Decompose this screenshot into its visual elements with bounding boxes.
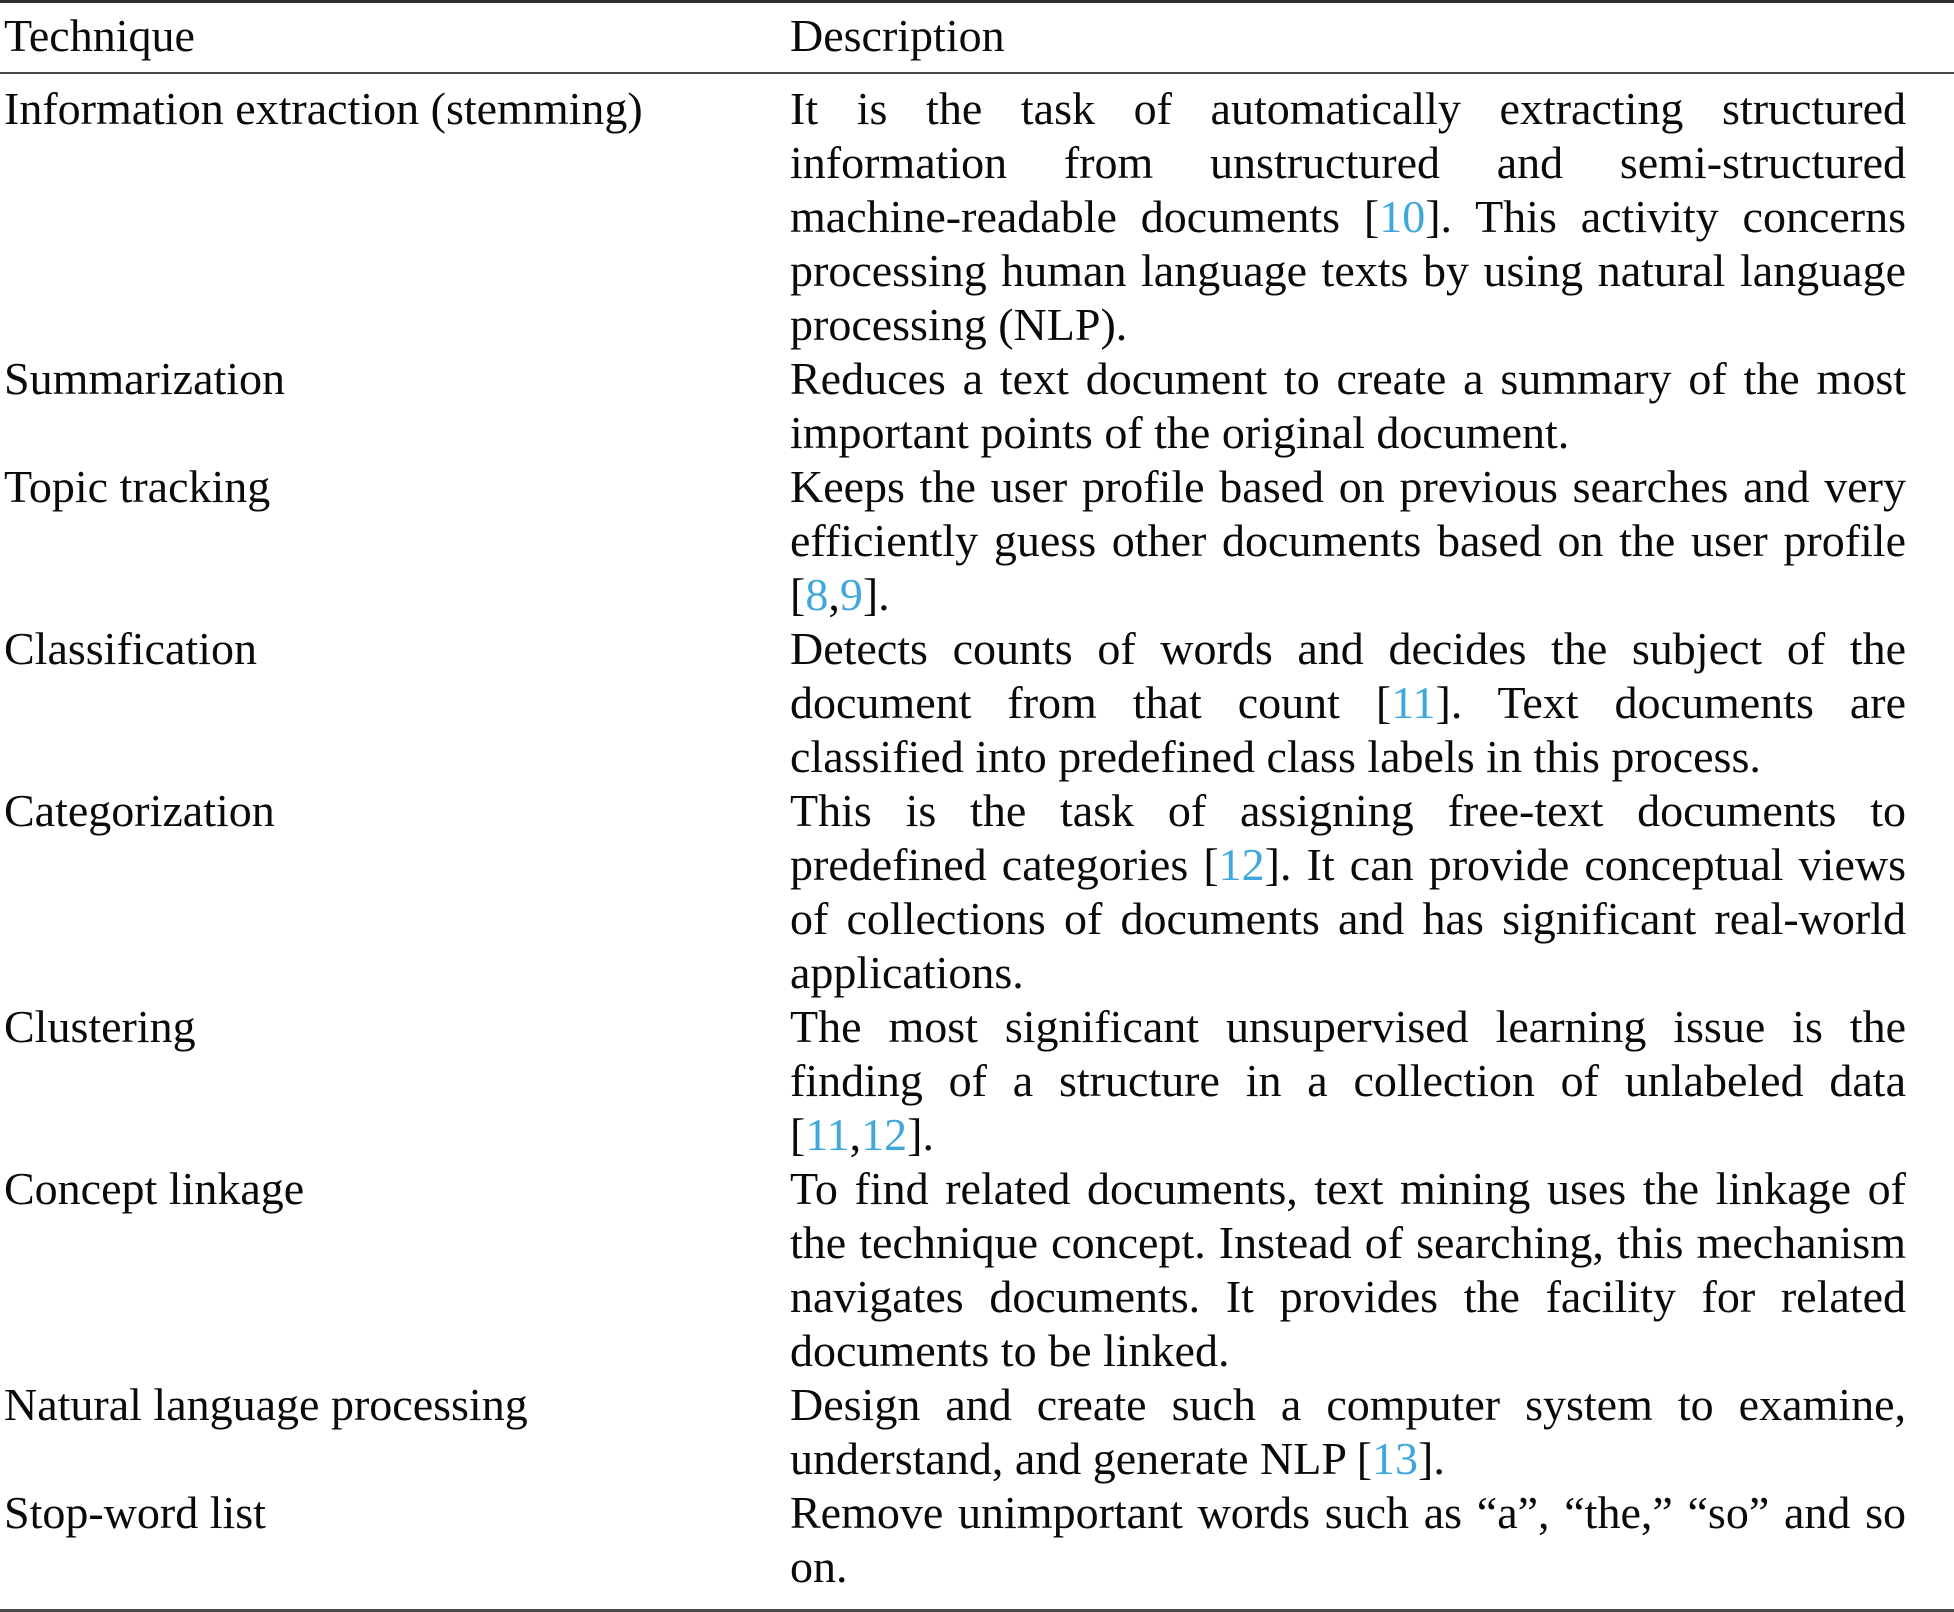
description-text: ]. <box>907 1109 934 1160</box>
description-text: ]. It can provide conceptual views of collections of documents and has significant real-world applications. <box>790 839 1906 998</box>
technique-cell: Topic tracking <box>4 461 271 512</box>
technique-cell: Classification <box>4 623 257 674</box>
description-text: ]. Text documents are classified into predefined class labels in this process. <box>790 677 1906 782</box>
citation-link[interactable]: 8 <box>805 569 829 620</box>
table-row <box>4 1486 1954 1594</box>
citation-link[interactable]: 9 <box>839 569 863 620</box>
description-text: Keeps the user profile based on previous searches and very efficiently guess other documents based on the user profile [ <box>790 461 1906 620</box>
citation-link[interactable]: 12 <box>1218 839 1265 890</box>
technique-cell: Stop-word list <box>4 1487 266 1538</box>
technique-cell: Information extraction (stemming) <box>4 83 643 134</box>
table-row <box>4 1378 1954 1486</box>
header-description: Description <box>790 10 1005 61</box>
description-cell <box>790 784 1954 1000</box>
table-row <box>4 1000 1954 1162</box>
description-cell <box>790 622 1954 784</box>
technique-cell: Categorization <box>4 785 275 836</box>
description-text: It is the task of automatically extracting structured information from unstructured and semi-structured machine-readable documents [ <box>790 83 1906 242</box>
description-text: Reduces a text document to create a summary of the most important points of the original document. <box>790 353 1906 458</box>
description-text: ]. This activity concerns processing human language texts by using natural language processing (NLP). <box>790 191 1906 350</box>
citation-link[interactable]: 11 <box>805 1109 850 1160</box>
table-row <box>4 1162 1954 1378</box>
technique-cell: Concept linkage <box>4 1163 305 1214</box>
header-technique: Technique <box>4 10 195 61</box>
description-cell <box>790 460 1954 622</box>
description-cell <box>790 1486 1954 1594</box>
citation-link[interactable]: 12 <box>861 1109 908 1160</box>
citation-link[interactable]: 13 <box>1372 1433 1419 1484</box>
technique-cell: Clustering <box>4 1001 196 1052</box>
description-text: The most significant unsupervised learning issue is the finding of a structure in a collection of unlabeled data [ <box>790 1001 1906 1160</box>
table-body <box>0 74 1954 1609</box>
description-text: ]. <box>862 569 890 620</box>
description-text: Detects counts of words and decides the subject of the document from that count [ <box>790 623 1906 728</box>
description-text: Remove unimportant words such as “a”, “the,” “so” and so on. <box>790 1487 1906 1592</box>
table-row <box>4 622 1954 784</box>
description-text: ]. <box>1418 1433 1445 1484</box>
description-text: This is the task of assigning free-text documents to predefined categories [ <box>790 785 1906 890</box>
description-text: , <box>828 569 840 620</box>
description-text: , <box>849 1109 862 1160</box>
table-row <box>4 784 1954 1000</box>
table-row <box>4 460 1954 622</box>
description-cell <box>790 1162 1954 1378</box>
technique-cell: Summarization <box>4 353 286 404</box>
description-cell <box>790 82 1954 352</box>
table-header-row <box>0 3 1954 74</box>
description-cell <box>790 352 1954 460</box>
citation-link[interactable]: 11 <box>1391 677 1436 728</box>
description-cell <box>790 1378 1954 1486</box>
table-row <box>4 352 1954 460</box>
description-text: To find related documents, text mining uses the linkage of the technique concept. Instead of searching, this mechanism navigates documents. It provides the facility for related documents to be linked. <box>790 1163 1906 1376</box>
citation-link[interactable]: 10 <box>1379 191 1426 242</box>
table-row <box>4 82 1954 352</box>
technique-cell: Natural language processing <box>4 1379 528 1430</box>
description-cell <box>790 1000 1954 1162</box>
description-text: Design and create such a computer system to examine, understand, and generate NLP [ <box>790 1379 1906 1484</box>
